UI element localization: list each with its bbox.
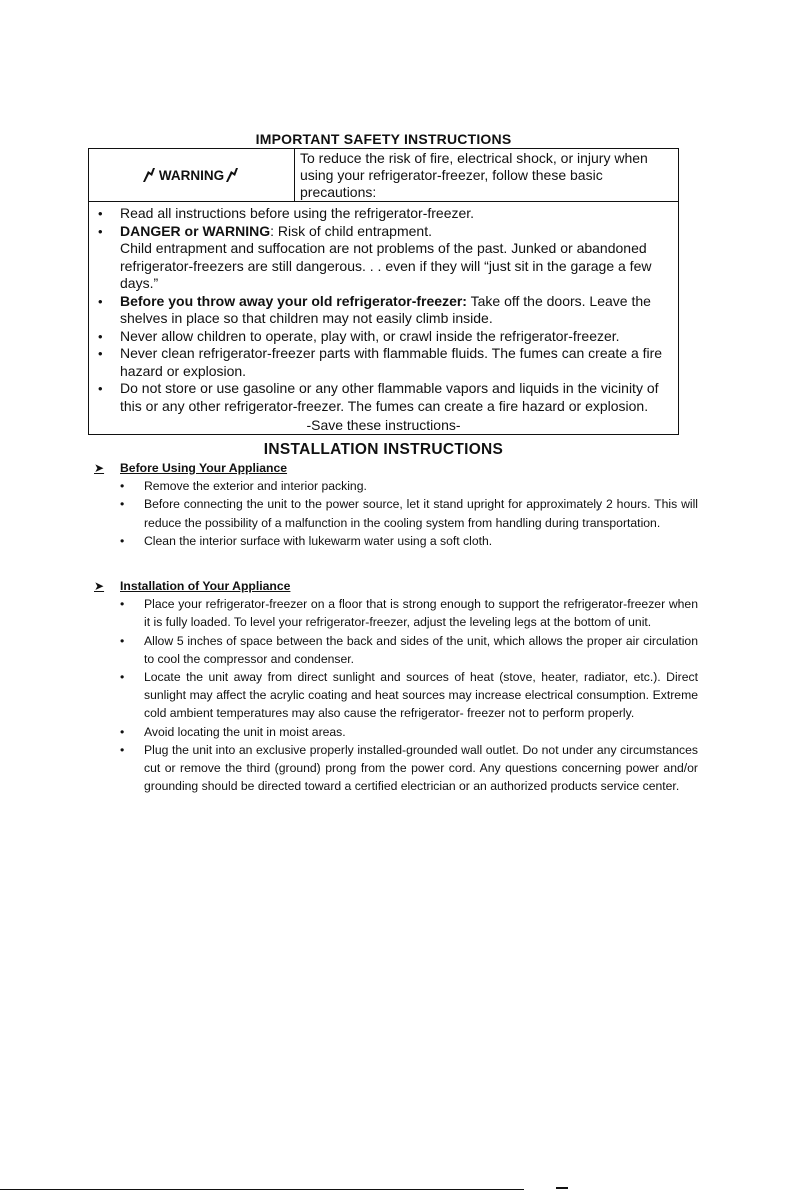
list-item: • Before connecting the unit to the power source, let it stand upright for approximately 2 hours. This will reduce the possibility of a malfunction in the cooling system from handling during transportation.	[120, 495, 698, 531]
safety-item: • Never clean refrigerator-freezer parts with flammable fluids. The fumes can create a fire hazard or explosion.	[95, 345, 672, 380]
safety-item-continuation: Child entrapment and suffocation are not problems of the past. Junked or abandoned refrigerator-freezers are still dangerous. . . even if they will “just sit in the garage a few days.”	[120, 240, 652, 291]
section-installation	[94, 577, 698, 795]
list-item: • Remove the exterior and interior packing.	[120, 477, 698, 495]
footer-rule	[0, 1189, 524, 1190]
safety-item: • Read all instructions before using the refrigerator-freezer.	[95, 205, 672, 223]
safety-item: • DANGER or WARNING: Risk of child entrapment.	[95, 223, 672, 241]
section-list	[94, 477, 698, 550]
safety-item: • Do not store or use gasoline or any other flammable vapors and liquids in the vicinity of this or any other refrigerator-freezer. The fumes can create a fire hazard or explosion.	[95, 380, 672, 415]
section-heading: ➤ Installation of Your Appliance	[94, 577, 698, 595]
safety-list	[89, 202, 678, 417]
section-list	[94, 595, 698, 795]
warning-label: WARNING	[158, 167, 225, 183]
safety-title: IMPORTANT SAFETY INSTRUCTIONS	[255, 131, 512, 147]
list-item: • Plug the unit into an exclusive properly installed-grounded wall outlet. Do not under any circumstances cut or remove the third (ground) prong from the power cord. Any questions concerning power and/or grounding should be directed toward a certified electrician or an authorized products service center.	[120, 741, 698, 796]
list-item: • Clean the interior surface with lukewarm water using a soft cloth.	[120, 532, 698, 550]
arrowhead-bullet-icon: ➤	[94, 579, 105, 593]
lightning-bolt-icon	[226, 167, 240, 183]
lightning-bolt-icon	[143, 167, 157, 183]
safety-item: • Never allow children to operate, play with, or crawl inside the refrigerator-freezer.	[95, 328, 672, 346]
warning-header-row	[89, 149, 678, 202]
arrowhead-bullet-icon: ➤	[94, 461, 105, 475]
list-item: • Avoid locating the unit in moist areas.	[120, 723, 698, 741]
safety-item: • Before you throw away your old refrigerator-freezer: Take off the doors. Leave the shelves in place so that children may not easily climb inside.	[95, 293, 672, 328]
installation-title: INSTALLATION INSTRUCTIONS	[263, 441, 504, 458]
list-item: • Allow 5 inches of space between the back and sides of the unit, which allows the proper air circulation to cool the compressor and condenser.	[120, 632, 698, 668]
section-heading: ➤ Before Using Your Appliance	[94, 459, 698, 477]
page-mark	[556, 1187, 568, 1189]
warning-intro: To reduce the risk of fire, electrical shock, or injury when using your refrigerator-freezer, follow these basic precautions:	[300, 150, 648, 200]
list-item: • Locate the unit away from direct sunlight and sources of heat (stove, heater, radiator, etc.). Direct sunlight may affect the acrylic coating and heat sources may increase electrical consumption. Extreme cold ambient temperatures may also cause the refrigerator- freezer not to perform properly.	[120, 668, 698, 723]
save-instructions-note: -Save these instructions-	[306, 417, 461, 433]
list-item: • Place your refrigerator-freezer on a floor that is strong enough to support the refrigerator-freezer when it is fully loaded. To level your refrigerator-freezer, adjust the leveling legs at the bottom of unit.	[120, 595, 698, 631]
warning-cell	[89, 149, 295, 201]
safety-table	[88, 148, 679, 435]
section-before-using	[94, 459, 698, 550]
